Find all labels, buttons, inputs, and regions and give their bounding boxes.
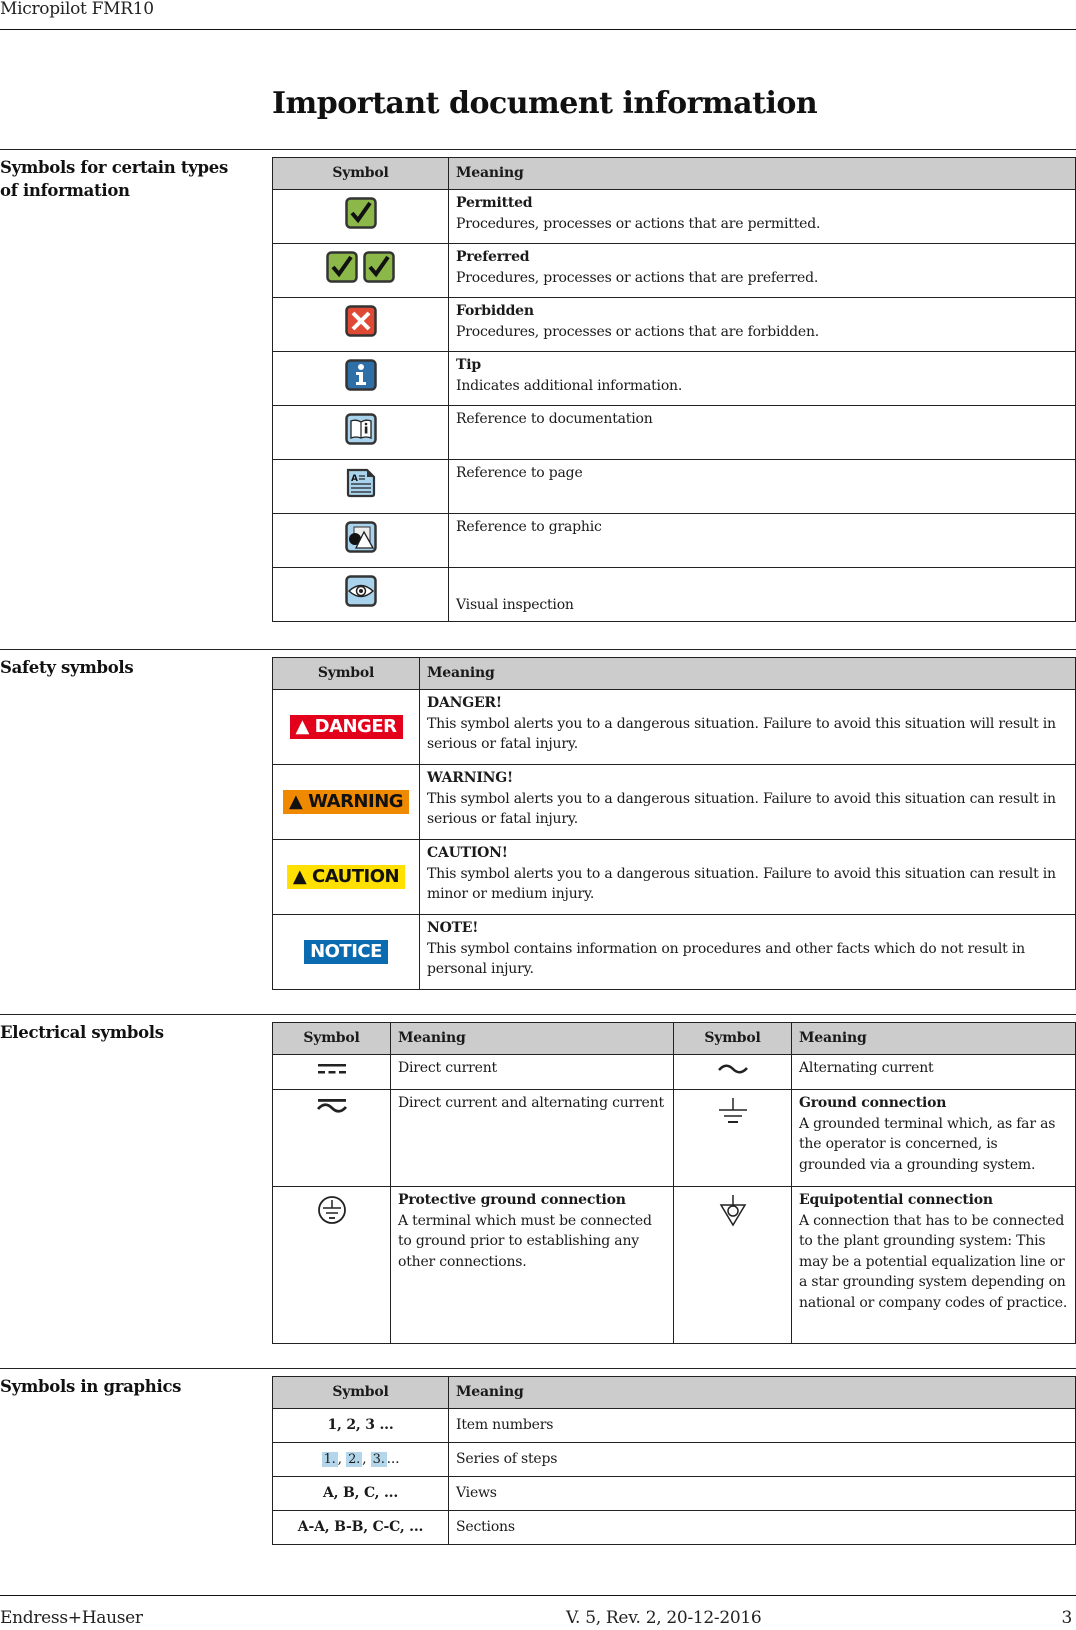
- tip-info-icon: [345, 359, 377, 391]
- table-row: [273, 352, 1076, 406]
- section-graphic-symbols: [0, 1368, 1076, 1568]
- row-text: Visual inspection: [456, 596, 574, 613]
- row-title: Tip: [456, 357, 481, 373]
- column-header: Meaning: [391, 1023, 674, 1055]
- column-header: Meaning: [792, 1023, 1076, 1055]
- page-title: Important document information: [272, 86, 818, 121]
- table-row: [273, 1409, 1076, 1443]
- step-number-marker: 3.: [372, 1451, 385, 1467]
- column-header: Symbol: [273, 658, 420, 690]
- table-row: [273, 460, 1076, 514]
- row-text: Procedures, processes or actions that are forbidden.: [456, 323, 820, 340]
- row-text: Reference to documentation: [456, 411, 653, 427]
- table-row: [273, 514, 1076, 568]
- row-title: NOTE!: [427, 920, 479, 936]
- row-text: Series of steps: [449, 1443, 1076, 1477]
- row-text: Direct current: [398, 1060, 497, 1076]
- safety-symbols-table: [272, 657, 1076, 990]
- table-row: [273, 840, 1076, 915]
- row-title: Preferred: [456, 249, 530, 265]
- dc-ac-icon: [316, 1098, 348, 1116]
- graphic-symbols-table: [272, 1376, 1076, 1545]
- table-row: [273, 1187, 1076, 1344]
- danger-signal-label: ▲ DANGER: [290, 715, 403, 739]
- section-info-symbols: [0, 149, 1076, 619]
- row-text: Reference to page: [456, 465, 583, 481]
- row-title: Forbidden: [456, 303, 534, 319]
- page-number: 3: [1061, 1608, 1072, 1628]
- column-header: Symbol: [273, 1023, 391, 1055]
- warning-triangle-icon: ▲: [292, 866, 307, 887]
- row-text: This symbol contains information on procedures and other facts which do not result in personal injury.: [427, 940, 1025, 977]
- row-text: Reference to graphic: [456, 519, 602, 535]
- table-row: [273, 1511, 1076, 1545]
- table-row: [273, 765, 1076, 840]
- table-row: [273, 915, 1076, 990]
- warning-signal-label: ▲ WARNING: [283, 790, 409, 814]
- section-safety-symbols: [0, 649, 1076, 989]
- svg-text:A: A: [350, 474, 358, 485]
- row-title: Ground connection: [799, 1095, 947, 1111]
- table-row: [273, 244, 1076, 298]
- row-text: A grounded terminal which, as far as the operator is concerned, is grounded via a grounding system.: [799, 1115, 1056, 1173]
- table-row: [273, 1055, 1076, 1090]
- product-name: Micropilot FMR10: [0, 0, 154, 19]
- row-text: A connection that has to be connected to the plant grounding system: This may be a potential equalization line or a star grounding system depending on national or company codes of practice.: [799, 1212, 1068, 1311]
- alternating-current-icon: [717, 1062, 749, 1076]
- section-label: Safety symbols: [0, 658, 134, 677]
- row-text: Item numbers: [449, 1409, 1076, 1443]
- column-header: Meaning: [449, 1377, 1076, 1409]
- footer-company: Endress+Hauser: [0, 1608, 143, 1628]
- row-title: Protective ground connection: [398, 1192, 626, 1208]
- caution-signal-label: ▲ CAUTION: [287, 865, 405, 889]
- row-text: Direct current and alternating current: [398, 1095, 664, 1111]
- row-title: WARNING!: [427, 770, 513, 786]
- row-text: This symbol alerts you to a dangerous situation. Failure to avoid this situation will result in serious or fatal injury.: [427, 715, 1056, 752]
- page-reference-icon: [345, 467, 377, 499]
- step-number-marker: 2.: [348, 1451, 361, 1467]
- table-row: [273, 690, 1076, 765]
- ground-icon: [717, 1098, 749, 1126]
- column-header: Meaning: [449, 158, 1076, 190]
- table-header-row: [273, 658, 1076, 690]
- permitted-check-icon: [345, 197, 377, 229]
- electrical-symbols-table: [272, 1022, 1076, 1344]
- table-row: [273, 1090, 1076, 1187]
- row-text: Alternating current: [799, 1060, 934, 1076]
- documentation-book-icon: [345, 413, 377, 445]
- column-header: Symbol: [273, 158, 449, 190]
- table-row: [273, 190, 1076, 244]
- symbol-text: A, B, C, ...: [273, 1477, 449, 1511]
- section-label: Symbols for certain types of information: [0, 158, 228, 200]
- table-row: [273, 1477, 1076, 1511]
- table-header-row: [273, 1023, 1076, 1055]
- column-header: Symbol: [674, 1023, 792, 1055]
- warning-triangle-icon: ▲: [288, 791, 303, 812]
- row-text: This symbol alerts you to a dangerous situation. Failure to avoid this situation can result in minor or medium injury.: [427, 865, 1056, 902]
- warning-triangle-icon: ▲: [295, 716, 309, 737]
- column-header: Meaning: [420, 658, 1076, 690]
- symbol-text: A-A, B-B, C-C, ...: [273, 1511, 449, 1545]
- direct-current-icon: [316, 1062, 348, 1076]
- protective-ground-icon: [317, 1195, 347, 1225]
- row-text: Views: [449, 1477, 1076, 1511]
- graphic-reference-icon: [345, 521, 377, 553]
- row-text: Indicates additional information.: [456, 377, 683, 394]
- info-symbols-table: [272, 157, 1076, 622]
- row-text: This symbol alerts you to a dangerous situation. Failure to avoid this situation can result in serious or fatal injury.: [427, 790, 1056, 827]
- row-title: CAUTION!: [427, 845, 508, 861]
- row-text: A terminal which must be connected to ground prior to establishing any other connections.: [398, 1212, 652, 1270]
- step-number-marker: 1.: [323, 1451, 336, 1467]
- table-header-row: [273, 1377, 1076, 1409]
- row-title: DANGER!: [427, 695, 502, 711]
- table-row: [273, 568, 1076, 622]
- forbidden-x-icon: [345, 305, 377, 337]
- section-electrical-symbols: [0, 1014, 1076, 1334]
- row-title: Permitted: [456, 195, 533, 211]
- eye-icon: [345, 575, 377, 607]
- row-text: Procedures, processes or actions that are preferred.: [456, 269, 819, 286]
- running-header: [0, 0, 1076, 30]
- section-label: Electrical symbols: [0, 1023, 164, 1042]
- column-header: Symbol: [273, 1377, 449, 1409]
- footer-version: V. 5, Rev. 2, 20-12-2016: [566, 1608, 762, 1628]
- equipotential-icon: [718, 1195, 748, 1227]
- table-header-row: [273, 158, 1076, 190]
- row-text: Procedures, processes or actions that are permitted.: [456, 215, 821, 232]
- table-row: [273, 298, 1076, 352]
- preferred-double-check-icon: [326, 271, 394, 287]
- running-footer: [0, 1595, 1076, 1628]
- table-row: 1. , 2. , 3. ... Series of steps: [273, 1443, 1076, 1477]
- notice-signal-label: NOTICE: [304, 940, 388, 964]
- row-title: Equipotential connection: [799, 1192, 993, 1208]
- section-label: Symbols in graphics: [0, 1377, 182, 1396]
- row-text: Sections: [449, 1511, 1076, 1545]
- table-row: [273, 406, 1076, 460]
- symbol-text: 1, 2, 3 ...: [273, 1409, 449, 1443]
